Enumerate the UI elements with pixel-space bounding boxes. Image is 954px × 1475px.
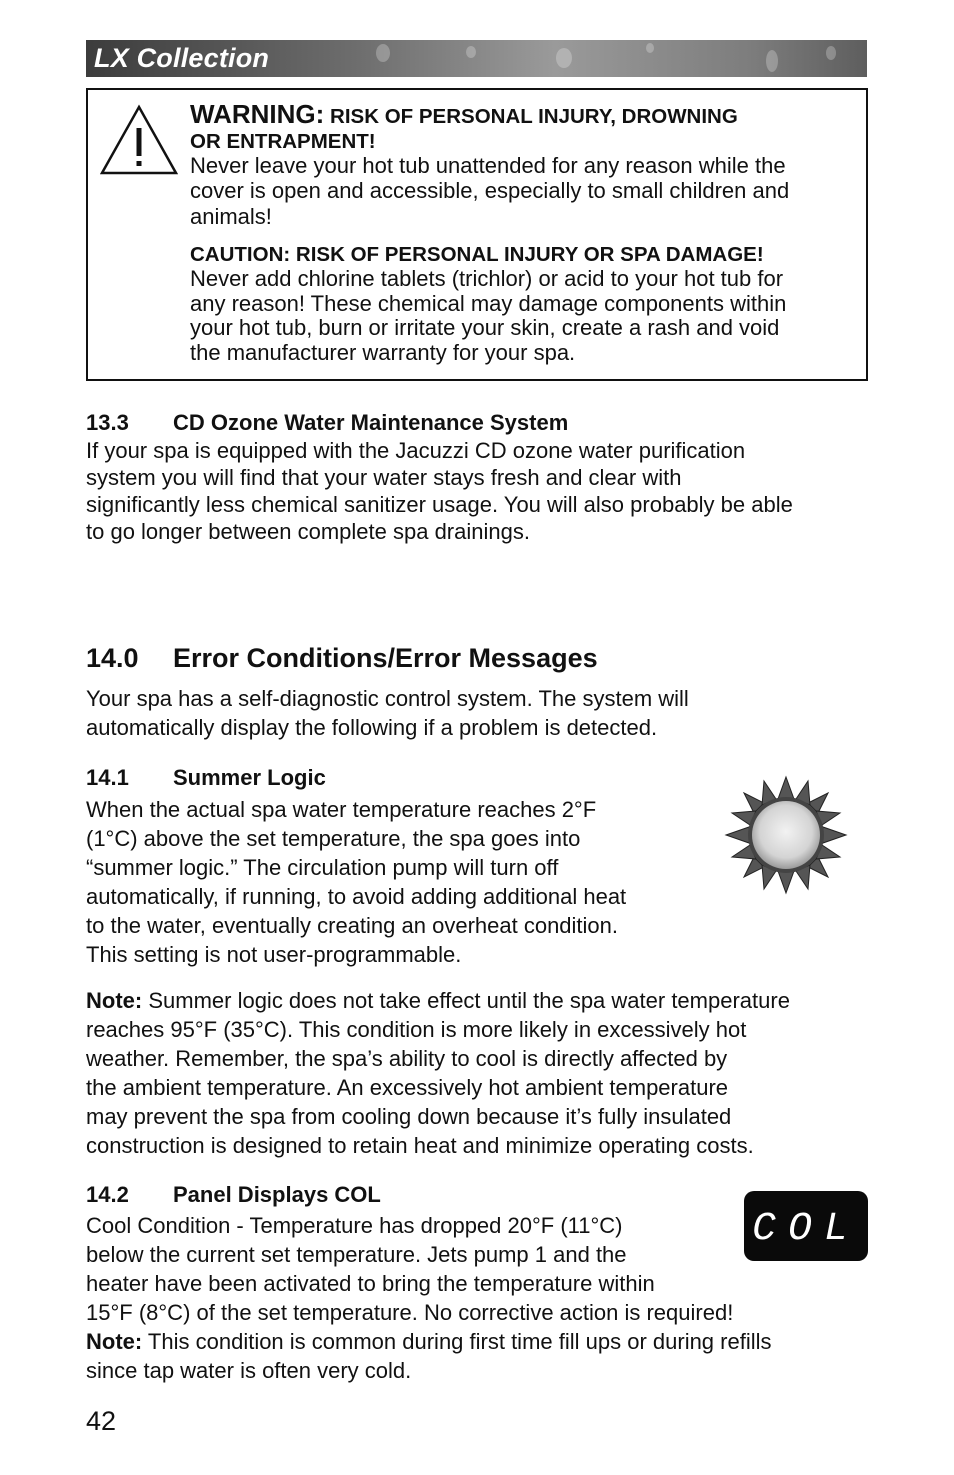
- note-label: Note:: [86, 1329, 143, 1354]
- caution-line: Never add chlorine tablets (trichlor) or acid to your hot tub for: [190, 266, 784, 291]
- warning-heading-line2: OR ENTRAPMENT!: [190, 129, 376, 153]
- note-label: Note:: [86, 988, 143, 1013]
- body-line: “summer logic.” The circulation pump will turn off: [86, 855, 559, 880]
- caution-line: your hot tub, burn or irritate your skin, create a rash and void: [190, 315, 780, 340]
- section-14-1-body: [86, 795, 626, 969]
- body-line: Cool Condition - Temperature has dropped 20°F (11°C): [86, 1213, 623, 1238]
- section-14-0-heading: [86, 643, 598, 674]
- caution-line: any reason! These chemical may damage components within: [190, 290, 787, 316]
- warning-box: [86, 88, 868, 381]
- body-line: If your spa is equipped with the Jacuzzi CD ozone water purification: [86, 438, 746, 463]
- section-14-1-note: [86, 986, 790, 1160]
- body-line: to the water, eventually creating an overheat condition.: [86, 913, 619, 938]
- section-14-0-body: [86, 684, 689, 742]
- col-panel-display: [744, 1191, 868, 1261]
- section-13-3-body: [86, 437, 793, 545]
- col-display-readout: [744, 1191, 868, 1261]
- body-line: 15°F (8°C) of the set temperature. No corrective action is required!: [86, 1300, 734, 1325]
- section-title: Error Conditions/Error Messages: [173, 643, 598, 673]
- section-number: 14.0: [86, 643, 139, 673]
- body-line: significantly less chemical sanitizer usage. You will also probably be able: [86, 492, 793, 517]
- section-title: Summer Logic: [173, 765, 326, 790]
- section-title: Panel Displays COL: [173, 1182, 381, 1207]
- note-line: [86, 1327, 772, 1356]
- section-number: 14.1: [86, 765, 129, 790]
- body-line: (1°C) above the set temperature, the spa goes into: [86, 826, 581, 851]
- section-number: 13.3: [86, 410, 129, 435]
- warning-triangle-icon: [100, 104, 178, 176]
- note-line: construction is designed to retain heat and minimize operating costs.: [86, 1133, 754, 1158]
- note-line: [86, 986, 790, 1015]
- body-line: system you will find that your water stays fresh and clear with: [86, 465, 682, 490]
- page-number: 42: [86, 1406, 117, 1436]
- section-title: CD Ozone Water Maintenance System: [173, 410, 569, 435]
- warning-line: cover is open and accessible, especially to small children and: [190, 177, 790, 203]
- note-line: since tap water is often very cold.: [86, 1358, 412, 1383]
- note-line: reaches 95°F (35°C). This condition is more likely in excessively hot: [86, 1017, 747, 1042]
- section-14-2-body: [86, 1211, 772, 1385]
- body-line: heater have been activated to bring the temperature within: [86, 1271, 655, 1296]
- body-line: automatically, if running, to avoid adding additional heat: [86, 884, 627, 909]
- note-line: weather. Remember, the spa’s ability to cool is directly affected by: [86, 1046, 728, 1071]
- body-line: below the current set temperature. Jets pump 1 and the: [86, 1242, 627, 1267]
- warning-heading: [190, 99, 860, 130]
- note-line: the ambient temperature. An excessively hot ambient temperature: [86, 1075, 729, 1100]
- caution-heading: CAUTION: RISK OF PERSONAL INJURY OR SPA DAMAGE!: [190, 242, 764, 266]
- sun-icon: [722, 773, 850, 897]
- col-display-text: COL: [751, 1207, 861, 1252]
- body-line: When the actual spa water temperature reaches 2°F: [86, 797, 597, 822]
- warning-content: [190, 99, 860, 365]
- body-line: to go longer between complete spa drainings.: [86, 519, 530, 544]
- body-line: Your spa has a self-diagnostic control system. The system will: [86, 686, 689, 711]
- note-text: This condition is common during first time fill ups or during refills: [142, 1329, 772, 1354]
- section-number: 14.2: [86, 1182, 129, 1207]
- header-title: LX Collection: [94, 43, 270, 73]
- caution-line: the manufacturer warranty for your spa.: [190, 339, 576, 365]
- section-14-2-heading: [86, 1182, 381, 1208]
- warning-word: WARNING:: [190, 99, 325, 129]
- note-text: Summer logic does not take effect until the spa water temperature: [142, 988, 790, 1013]
- section-13-3-heading: [86, 410, 568, 436]
- note-line: may prevent the spa from cooling down because it’s fully insulated: [86, 1104, 732, 1129]
- body-line: This setting is not user-programmable.: [86, 942, 462, 967]
- header-bar: [86, 40, 867, 77]
- section-14-1-heading: [86, 765, 326, 791]
- warning-line: animals!: [190, 204, 272, 229]
- warning-heading-rest: RISK OF PERSONAL INJURY, DROWNING: [330, 105, 738, 128]
- warning-line: Never leave your hot tub unattended for any reason while the: [190, 153, 786, 178]
- body-line: automatically display the following if a problem is detected.: [86, 715, 658, 740]
